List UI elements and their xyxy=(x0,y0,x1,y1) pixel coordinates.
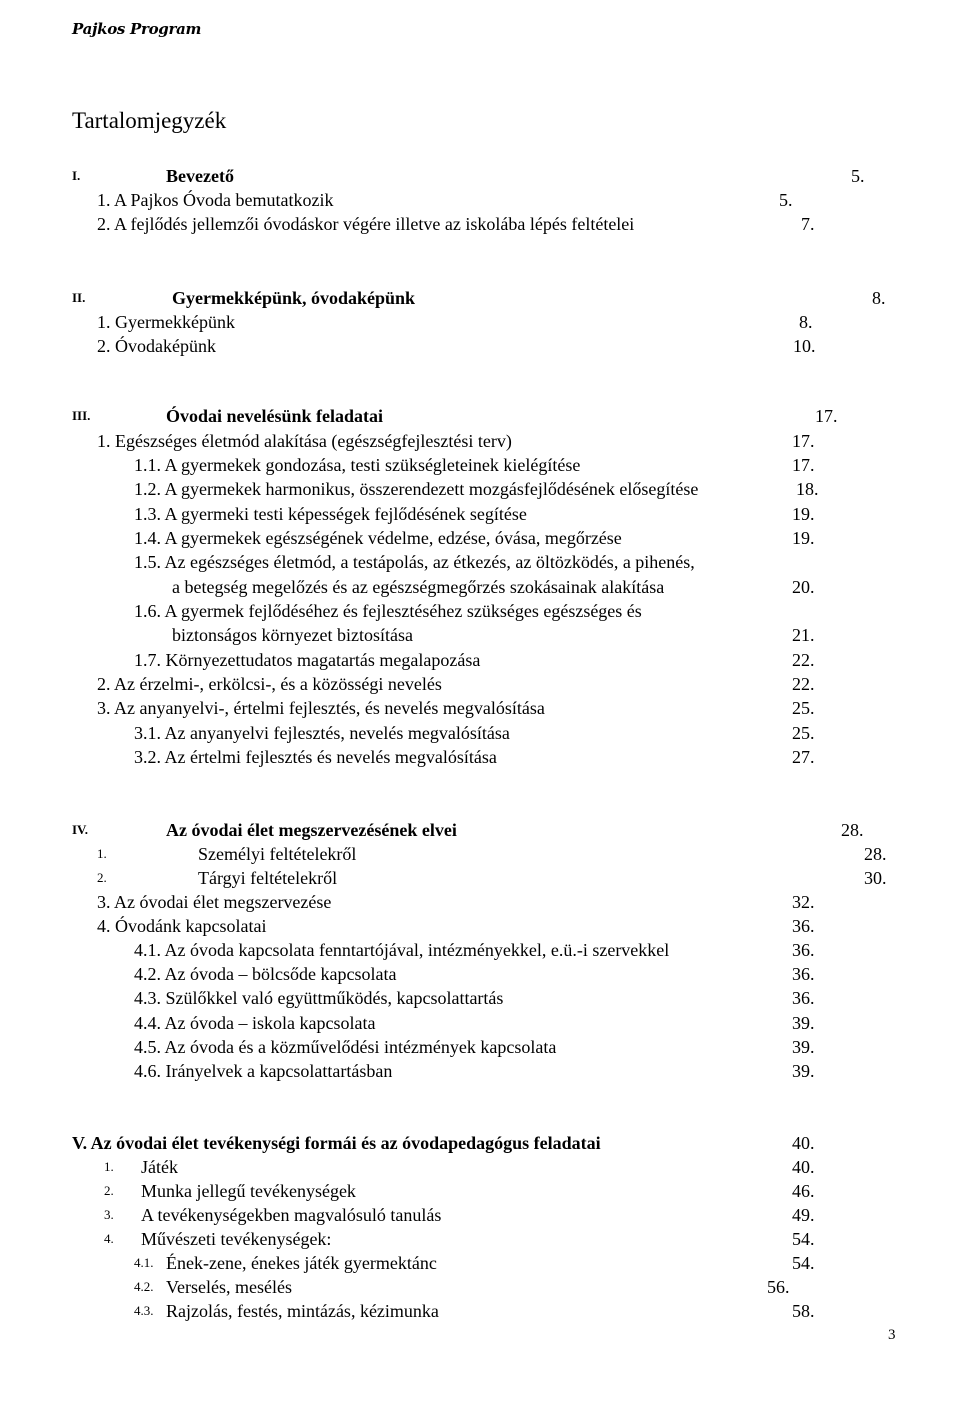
toc-item-number: 4.1. xyxy=(134,1255,154,1270)
toc-item-page: 36. xyxy=(792,988,815,1008)
toc-item-page: 58. xyxy=(792,1301,815,1321)
toc-item: 3.1. Az anyanyelvi fejlesztés, nevelés megvalósítása xyxy=(134,723,510,743)
toc-item: 4.1. Az óvoda kapcsolata fenntartójával, intézményekkel, e.ü.-i szervekkel xyxy=(134,940,670,960)
toc-item: 1.6. A gyermek fejlődéséhez és fejlesztéséhez szükséges egészséges és xyxy=(134,601,642,621)
toc-item-number: 4.3. xyxy=(134,1303,154,1318)
toc-item: 1. A Pajkos Óvoda bemutatkozik xyxy=(97,190,334,210)
toc-item-page: 39. xyxy=(792,1061,815,1081)
toc-item: 3. Az anyanyelvi-, értelmi fejlesztés, és nevelés megvalósítása xyxy=(97,698,545,718)
section-page: 8. xyxy=(872,288,886,308)
section-page: 28. xyxy=(841,820,864,840)
toc-item: 1.7. Környezettudatos magatartás megalapozása xyxy=(134,650,481,670)
section-title: Gyermekképünk, óvodaképünk xyxy=(172,288,416,308)
toc-item: Ének-zene, énekes játék gyermektánc xyxy=(166,1253,437,1273)
toc-item: 3.2. Az értelmi fejlesztés és nevelés megvalósítása xyxy=(134,747,497,767)
section-title: Az óvodai élet megszervezésének elvei xyxy=(166,820,457,840)
toc-item: 4.4. Az óvoda – iskola kapcsolata xyxy=(134,1013,376,1033)
toc-item-number: 1. xyxy=(97,846,107,861)
toc-item-page: 10. xyxy=(793,336,816,356)
toc-item-page: 30. xyxy=(864,868,887,888)
toc-item: Tárgyi feltételekről xyxy=(198,868,338,888)
toc-item-page: 49. xyxy=(792,1205,815,1225)
toc-item-page: 25. xyxy=(792,698,815,718)
toc-item: 4.3. Szülőkkel való együttműködés, kapcsolattartás xyxy=(134,988,504,1008)
toc-item-page: 22. xyxy=(792,674,815,694)
toc-item-page: 18. xyxy=(796,479,819,499)
toc-item-page: 27. xyxy=(792,747,815,767)
toc-item: Játék xyxy=(141,1157,178,1177)
toc-item: 3. Az óvodai élet megszervezése xyxy=(97,892,332,912)
toc-item: Verselés, mesélés xyxy=(166,1277,292,1297)
section-number: III. xyxy=(72,408,91,423)
toc-item-page: 8. xyxy=(799,312,813,332)
toc-item-page: 22. xyxy=(792,650,815,670)
section-number: IV. xyxy=(72,822,89,837)
toc-item-page: 17. xyxy=(792,431,815,451)
toc-item: 4. Óvodánk kapcsolatai xyxy=(97,916,267,936)
toc-item-page: 25. xyxy=(792,723,815,743)
toc-item: 4.6. Irányelvek a kapcsolattartásban xyxy=(134,1061,393,1081)
toc-item-page: 7. xyxy=(801,214,815,234)
toc-item: 1. Egészséges életmód alakítása (egészségfejlesztési terv) xyxy=(97,431,512,451)
toc-item: A tevékenységekben magvalósuló tanulás xyxy=(141,1205,442,1225)
section-title: Bevezető xyxy=(166,166,234,186)
toc-item-page: 20. xyxy=(792,577,815,597)
toc-item: 4.2. Az óvoda – bölcsőde kapcsolata xyxy=(134,964,397,984)
toc-item: 1.1. A gyermekek gondozása, testi szükségleteinek kielégítése xyxy=(134,455,581,475)
toc-item-number: 2. xyxy=(104,1183,114,1198)
toc-item-page: 46. xyxy=(792,1181,815,1201)
toc-item: Munka jellegű tevékenységek xyxy=(141,1181,356,1201)
toc-item-page: 19. xyxy=(792,528,815,548)
toc-item-page: 28. xyxy=(864,844,887,864)
toc-item-page: 36. xyxy=(792,940,815,960)
toc-item: 1. Gyermekképünk xyxy=(97,312,235,332)
page-number: 3 xyxy=(888,1327,896,1343)
section-page: 5. xyxy=(851,166,865,186)
toc-item-page: 36. xyxy=(792,964,815,984)
toc-item-number: 1. xyxy=(104,1159,114,1174)
section-number: I. xyxy=(72,168,81,183)
toc-item-page: 39. xyxy=(792,1037,815,1057)
toc-item-page: 17. xyxy=(792,455,815,475)
toc-item-page: 36. xyxy=(792,916,815,936)
toc-item-page: 19. xyxy=(792,504,815,524)
toc-item-number: 3. xyxy=(104,1207,114,1222)
section-title: V. Az óvodai élet tevékenységi formái és az óvodapedagógus feladatai xyxy=(72,1133,601,1153)
toc-item-page: 54. xyxy=(792,1253,815,1273)
toc-item: 1.3. A gyermeki testi képességek fejlődésének segítése xyxy=(134,504,527,524)
toc-heading: Tartalomjegyzék xyxy=(72,108,227,133)
toc-item-number: 2. xyxy=(97,870,107,885)
header-title: Pajkos Program xyxy=(72,20,202,38)
toc-item: 1.5. Az egészséges életmód, a testápolás, az étkezés, az öltözködés, a pihenés, xyxy=(134,552,695,572)
toc-item-page: 54. xyxy=(792,1229,815,1249)
toc-item-page: 5. xyxy=(779,190,793,210)
toc-item: 1.4. A gyermekek egészségének védelme, edzése, óvása, megőrzése xyxy=(134,528,622,548)
toc-item-continuation: biztonságos környezet biztosítása xyxy=(172,625,413,645)
toc-item: 2. Az érzelmi-, erkölcsi-, és a közösségi nevelés xyxy=(97,674,442,694)
section-page: 40. xyxy=(792,1133,815,1153)
toc-item-page: 39. xyxy=(792,1013,815,1033)
toc-item-page: 32. xyxy=(792,892,815,912)
toc-item: Személyi feltételekről xyxy=(198,844,357,864)
toc-item: Rajzolás, festés, mintázás, kézimunka xyxy=(166,1301,439,1321)
toc-item-page: 40. xyxy=(792,1157,815,1177)
toc-item: Művészeti tevékenységek: xyxy=(141,1229,332,1249)
toc-item: 2. A fejlődés jellemzői óvodáskor végére illetve az iskolába lépés feltételei xyxy=(97,214,635,234)
toc-item: 2. Óvodaképünk xyxy=(97,336,216,356)
toc-item-number: 4.2. xyxy=(134,1279,154,1294)
toc-item-continuation: a betegség megelőzés és az egészségmegőrzés szokásainak alakítása xyxy=(172,577,665,597)
toc-item: 4.5. Az óvoda és a közművelődési intézmények kapcsolata xyxy=(134,1037,557,1057)
section-page: 17. xyxy=(815,406,838,426)
toc-item-page: 21. xyxy=(792,625,815,645)
toc-item-number: 4. xyxy=(104,1231,114,1246)
section-title: Óvodai nevelésünk feladatai xyxy=(166,406,384,426)
toc-item-page: 56. xyxy=(767,1277,790,1297)
section-number: II. xyxy=(72,290,86,305)
toc-item: 1.2. A gyermekek harmonikus, összerendezett mozgásfejlődésének elősegítése xyxy=(134,479,699,499)
